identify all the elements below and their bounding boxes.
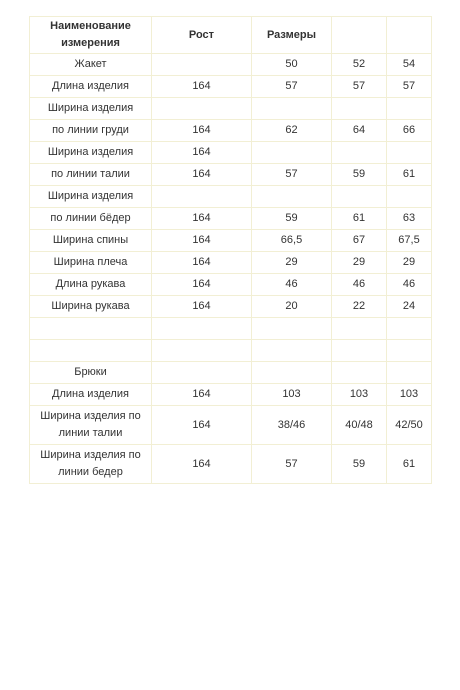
table-row [30,120,432,142]
row-size-3: 24 [387,296,432,318]
row-size-3: 103 [387,384,432,406]
header-empty-cell [332,17,387,54]
row-label: Ширина спины [30,230,152,252]
row-size-2: 59 [332,445,387,484]
row-label: по линии бёдер [30,208,152,230]
row-label: Ширина изделия [30,142,152,164]
row-label [30,340,152,362]
table-row [30,208,432,230]
row-height [152,318,252,340]
row-size-2 [332,98,387,120]
row-label: Длина изделия [30,76,152,98]
row-size-1: 59 [252,208,332,230]
table-row [30,406,432,445]
row-size-3: 61 [387,164,432,186]
row-size-1: 57 [252,164,332,186]
row-size-2 [332,362,387,384]
row-size-1 [252,142,332,164]
row-size-2 [332,340,387,362]
row-label: Длина рукава [30,274,152,296]
row-size-2: 22 [332,296,387,318]
row-height: 164 [152,384,252,406]
row-size-2: 103 [332,384,387,406]
header-height: Рост [152,17,252,54]
header-empty-cell [387,17,432,54]
row-size-2 [332,186,387,208]
row-height [152,54,252,76]
row-size-1: 57 [252,445,332,484]
row-label: Ширина изделия [30,98,152,120]
row-label: Жакет [30,54,152,76]
row-size-3: 57 [387,76,432,98]
row-size-2: 29 [332,252,387,274]
row-size-3 [387,362,432,384]
row-size-3: 66 [387,120,432,142]
row-size-1: 50 [252,54,332,76]
row-size-1: 66,5 [252,230,332,252]
table-row [30,54,432,76]
row-size-1 [252,362,332,384]
table-row [30,362,432,384]
row-size-3: 29 [387,252,432,274]
table-row [30,230,432,252]
row-size-3 [387,186,432,208]
row-size-2: 61 [332,208,387,230]
row-label: Ширина изделия по линии бедер [30,445,152,484]
header-measure: Наименование измерения [30,17,152,54]
row-label [30,318,152,340]
row-label: Длина изделия [30,384,152,406]
row-size-1: 57 [252,76,332,98]
row-label: по линии груди [30,120,152,142]
row-height [152,340,252,362]
table-row [30,186,432,208]
table-row [30,318,432,340]
row-size-3 [387,142,432,164]
row-size-3 [387,98,432,120]
row-size-1 [252,340,332,362]
row-height: 164 [152,76,252,98]
row-size-3: 46 [387,274,432,296]
row-height: 164 [152,230,252,252]
row-size-2 [332,318,387,340]
row-label: Ширина плеча [30,252,152,274]
row-height: 164 [152,296,252,318]
row-label: Ширина рукава [30,296,152,318]
row-size-3: 42/50 [387,406,432,445]
row-height: 164 [152,142,252,164]
size-table-body [30,17,432,484]
row-height [152,362,252,384]
table-row [30,384,432,406]
row-label: по линии талии [30,164,152,186]
table-row [30,76,432,98]
row-size-3: 54 [387,54,432,76]
row-size-3: 63 [387,208,432,230]
row-size-1: 103 [252,384,332,406]
header-sizes: Размеры [252,17,332,54]
row-size-2: 52 [332,54,387,76]
row-size-1 [252,186,332,208]
row-height: 164 [152,252,252,274]
row-size-1: 38/46 [252,406,332,445]
row-size-3 [387,340,432,362]
table-row [30,98,432,120]
row-size-2: 46 [332,274,387,296]
row-size-1: 62 [252,120,332,142]
row-label: Ширина изделия по линии талии [30,406,152,445]
table-row [30,164,432,186]
table-row [30,340,432,362]
table-row [30,142,432,164]
row-height: 164 [152,406,252,445]
row-height: 164 [152,164,252,186]
row-label: Ширина изделия [30,186,152,208]
table-row [30,445,432,484]
header-row [30,17,432,54]
row-size-2: 40/48 [332,406,387,445]
row-size-2 [332,142,387,164]
row-size-2: 64 [332,120,387,142]
row-height: 164 [152,274,252,296]
row-height: 164 [152,208,252,230]
row-height [152,98,252,120]
row-size-3 [387,318,432,340]
row-height: 164 [152,120,252,142]
row-height [152,186,252,208]
size-table [29,16,432,484]
row-size-2: 59 [332,164,387,186]
row-size-1 [252,98,332,120]
row-size-1: 46 [252,274,332,296]
row-size-2: 57 [332,76,387,98]
table-row [30,274,432,296]
row-height: 164 [152,445,252,484]
row-size-3: 67,5 [387,230,432,252]
row-size-3: 61 [387,445,432,484]
row-size-1: 20 [252,296,332,318]
row-size-1: 29 [252,252,332,274]
table-row [30,252,432,274]
row-size-2: 67 [332,230,387,252]
table-row [30,296,432,318]
row-size-1 [252,318,332,340]
row-label: Брюки [30,362,152,384]
